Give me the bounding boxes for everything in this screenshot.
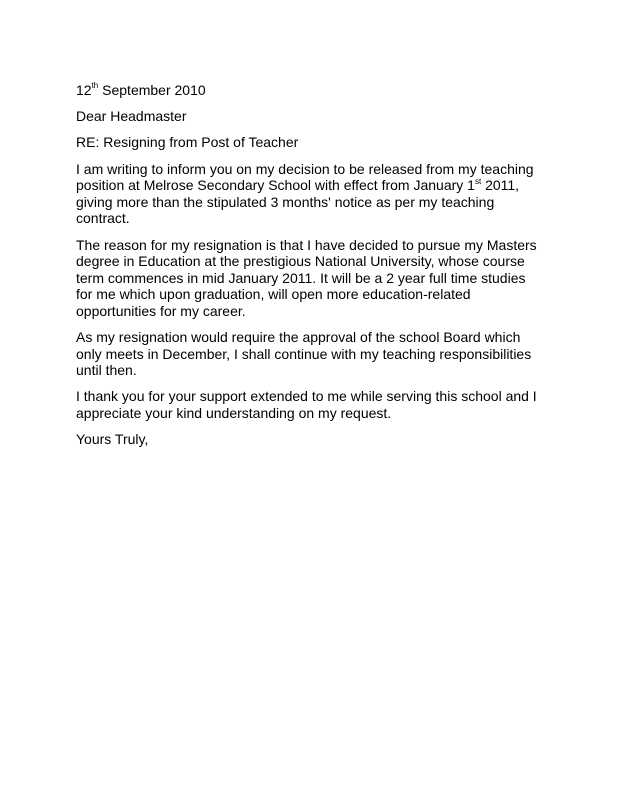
letter-subject: RE: Resigning from Post of Teacher [76,134,299,151]
date-day-suffix: th [91,81,99,91]
paragraph-2-line: term commences in mid January 2011. It will be a 2 year full time studies [76,269,526,286]
paragraph-2-line: degree in Education at the prestigious National University, whose course [76,253,525,270]
paragraph-1-line-2-start: position at Melrose Secondary School with effect from January 1 [76,177,475,194]
letter-closing: Yours Truly, [76,431,149,448]
ordinal-suffix: st [474,176,482,186]
paragraph-2 [76,237,576,320]
resignation-letter [76,82,576,457]
paragraph-1-line-3: giving more than the stipulated 3 months' notice as per my teaching [76,193,495,210]
paragraph-2-line: The reason for my resignation is that I have decided to pursue my Masters [76,236,537,253]
paragraph-3-line: only meets in December, I shall continue with my teaching responsibilities [76,345,532,362]
paragraph-2-line: for me which upon graduation, will open more education-related [76,286,471,303]
date-day: 12 [76,82,92,98]
date-rest: September 2010 [98,82,206,98]
paragraph-4-line: I thank you for your support extended to me while serving this school and I [76,388,537,405]
paragraph-2-line: opportunities for my career. [76,302,246,319]
paragraph-1-line-1: I am writing to inform you on my decision to be released from my teaching [76,160,534,177]
paragraph-1-line-2-end: 2011, [481,177,520,194]
paragraph-1-line-2 [76,177,576,194]
paragraph-1 [76,161,576,227]
letter-salutation: Dear Headmaster [76,108,187,125]
paragraph-4 [76,388,576,421]
paragraph-3 [76,329,576,379]
paragraph-1-line-4: contract. [76,210,130,227]
paragraph-3-line: As my resignation would require the approval of the school Board which [76,329,521,346]
letter-date [76,82,576,99]
paragraph-4-line: appreciate your kind understanding on my request. [76,405,392,422]
paragraph-3-line: until then. [76,362,137,379]
